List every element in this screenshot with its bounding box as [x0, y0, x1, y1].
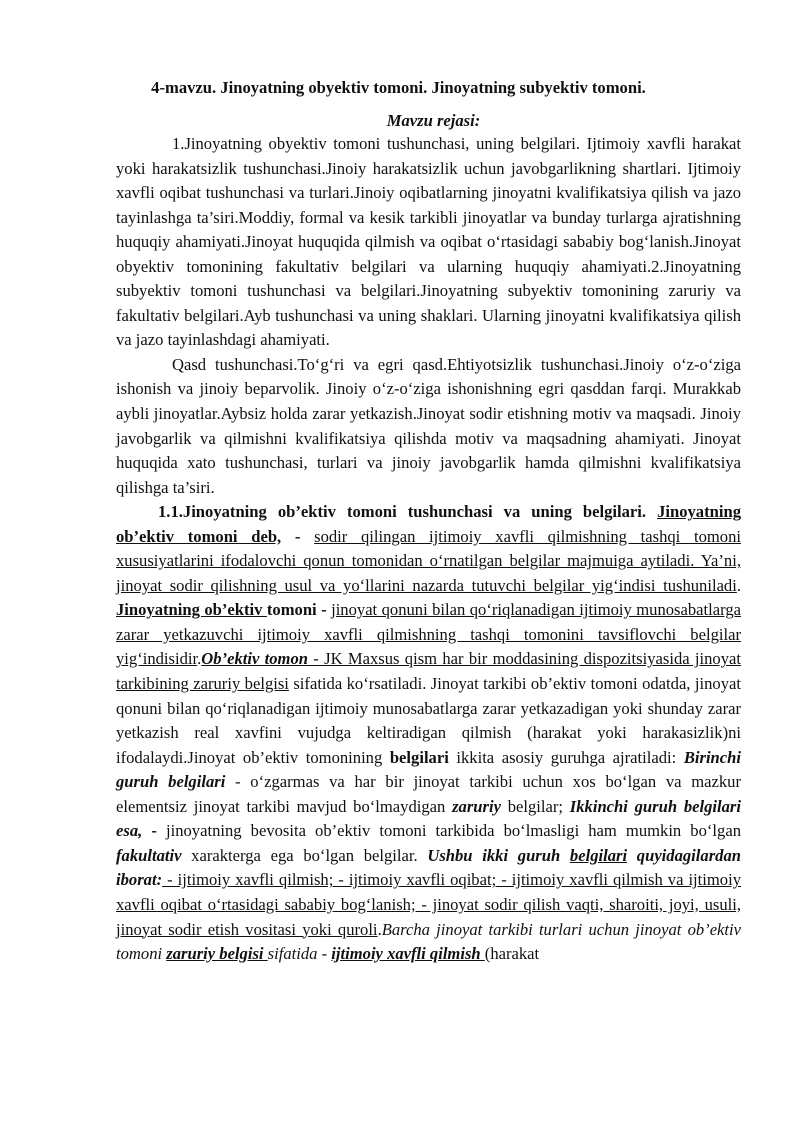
text-run: - — [142, 821, 166, 841]
text-run: - — [281, 526, 315, 546]
text-run: . — [377, 919, 382, 939]
term-highlight: zaruriy — [452, 796, 501, 816]
definition-text: sodir qilingan ijtimoiy xavfli qilmishning tashqi tomoni xususiyatlarini ifodalovchi qonun tomonidan oʻrnatilgan belgilar majmuiga aytiladi. Ya’ni, jinoyat sodir qilishning usul va yoʻllarini nazarda tutuvchi belgilar yigʻindisi tushuniladi — [116, 526, 741, 595]
term-highlight: Ob’ektiv tomon — [201, 649, 308, 669]
definition-text: jinoyat qonuni bilan qoʻriqlanadigan ijtimoiy munosabatlarga zarar yetkazuvchi ijtimoiy xavfli qilmishning tashqi tomonini tavsiflovchi belgilar yigʻindisidir — [116, 600, 742, 669]
text-run: . — [736, 575, 741, 595]
text-run: sifatida koʻrsatiladi. Jinoyat tarkibi ob’ektiv tomoni odatda, jinoyat qonuni bilan qoʻriqlanadigan ijtimoiy munosabatlarga zarar yetkazadigan yoki shunday zarar yetkazish real xavfini vujudga keltiradigan qilmish (harakat yoki harakasizlik)ni ifodalaydi.Jinoyat ob’ektiv tomonining — [116, 674, 741, 767]
term-highlight: Birinchi guruh belgilari — [116, 747, 741, 792]
term-highlight: belgilari — [569, 845, 628, 865]
term-highlight: Ikkinchi guruh belgilari esa, — [116, 796, 741, 841]
text-run: xarakterga ega boʻlgan belgilar. — [181, 845, 428, 865]
text-run: belgilar; — [500, 796, 570, 816]
section-paragraph — [116, 500, 741, 966]
term-highlight: ijtimoiy xavfli qilmish — [331, 944, 485, 964]
text-run: Barcha jinoyat tarkibi turlari uchun jinoyat ob’ektiv tomoni — [116, 919, 742, 964]
definition-text: - JK Maxsus qism har bir moddasining dispozitsiyasida jinoyat tarkibining zaruriy belgisi — [116, 649, 741, 694]
page-title: 4-mavzu. Jinoyatning obyektiv tomoni. Jinoyatning subyektiv tomoni. — [151, 78, 646, 97]
plan-paragraph-1: 1.Jinoyatning obyektiv tomoni tushunchasi, uning belgilari. Ijtimoiy xavfli harakat yoki harakatsizlik tushunchasi.Jinoiy harakatsizlik uchun javobgarlikning shartlari. Ijtimoiy xavfli oqibat tushunchasi va turlari.Jinoiy oqibatlarning jinoyatni kvalifikatsiya qilish va jazo tayinlashga ta’siri.Moddiy, formal va kesik tarkibli jinoyatlar va bunday turlarga ajratishning huquqiy ahamiyati.Jinoyat huquqida qilmish va oqibat oʻrtasidagi sababiy bogʻlanish.Jinoyat obyektiv tomonining fakultativ belgilari va ularning huquqiy ahamiyati.2.Jinoyatning subyektiv tomoni tushunchasi va belgilari.Jinoyatning subyektiv tomonining zaruriy va fakultativ belgilari.Ayb tushunchasi va uning shaklari. Ularning jinoyatni kvalifikatsiya qilish va jazo tayinlashdagi ahamiyati. — [116, 134, 741, 350]
text-run: . — [197, 649, 202, 669]
term-highlight-cont: tomoni - — [266, 600, 332, 620]
plan-heading: Mavzu rejasi: — [386, 111, 481, 130]
text-run: sifatida - — [267, 944, 332, 964]
text-run: jinoyatning bevosita ob’ektiv tomoni tarkibida boʻlmasligi ham mumkin boʻlgan — [165, 821, 742, 841]
section-heading: 1.1.Jinoyatning ob’ektiv tomoni tushunchasi va uning belgilari. — [158, 502, 647, 522]
text-run: - oʻzgarmas va har bir jinoyat tarkibi uchun xos boʻlgan va mazkur elementsiz jinoyat tarkibi mavjud boʻlmaydigan — [116, 772, 742, 816]
term-definition: Jinoyatning ob’ektiv tomoni deb, — [116, 502, 741, 546]
term-highlight: zaruriy belgisi — [166, 944, 268, 964]
term-highlight: belgilari — [389, 747, 449, 767]
plan-paragraph-2: Qasd tushunchasi.Toʻgʻri va egri qasd.Ehtiyotsizlik tushunchasi.Jinoiy oʻz-oʻziga ishonish va jinoiy beparvolik. Jinoiy oʻz-oʻziga ishonishning egri qasddan farqi. Murakkab aybli jinoyatlar.Aybsiz holda zarar yetkazish.Jinoyat sodir etishning motiv va maqsadi. Jinoiy javobgarlik va qilmishni kvalifikatsiya qilishda motiv va maqsadning ahamiyati. Jinoyat huquqida xato tushunchasi, turlari va jinoiy javobgarlik hamda qilmishni kvalifikatsiya qilishga ta’siri. — [116, 354, 741, 497]
term-highlight: fakultativ — [116, 845, 182, 865]
term-highlight: quyidagilardan iborat: — [116, 845, 741, 890]
term-highlight: Ushbu ikki guruh — [427, 845, 570, 865]
text-run: ikkita asosiy guruhga ajratiladi: — [448, 747, 684, 767]
text-run: (harakat — [484, 944, 540, 964]
term-highlight: Jinoyatning ob’ektiv — [116, 600, 267, 620]
definition-text: - ijtimoiy xavfli qilmish; - ijtimoiy xavfli oqibat; - ijtimoiy xavfli qilmish va ijtimoiy xavfli oqibat oʻrtasidagi sababiy bogʻlanish; - jinoyat sodir qilish vaqti, sharoiti, joyi, usuli, jinoyat sodir etish vositasi yoki quroli — [116, 870, 741, 939]
text-run — [646, 502, 657, 521]
